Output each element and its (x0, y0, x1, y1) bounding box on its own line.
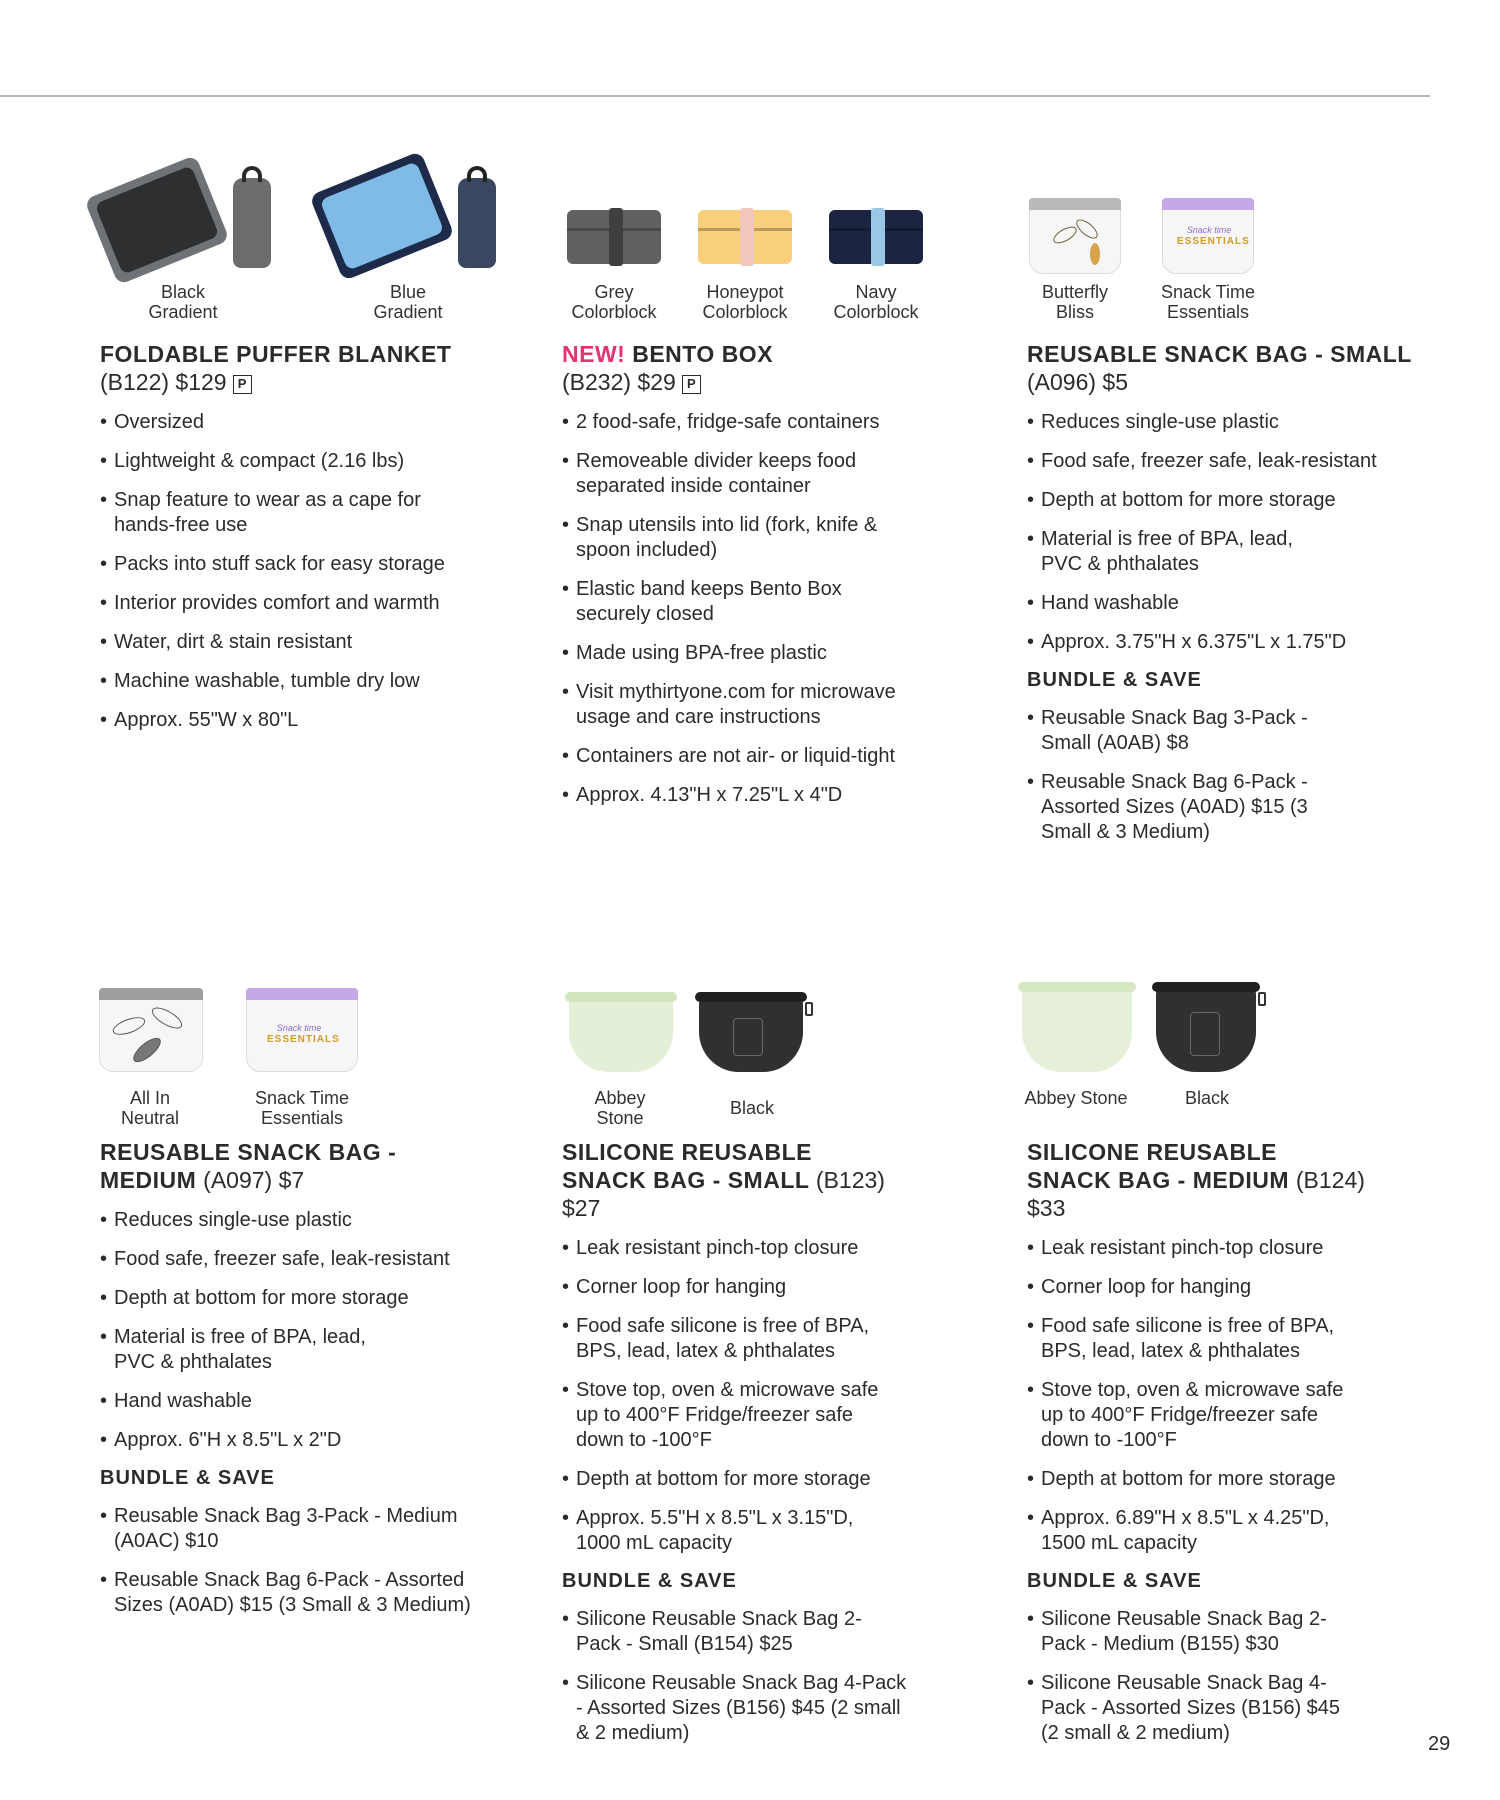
bundle-list (1027, 1607, 1467, 1746)
bento-honeypot-image (695, 160, 795, 270)
product-code-price: (A096) $5 (1027, 369, 1129, 395)
list-item: • Packs into stuff sack for easy storage (100, 552, 540, 577)
list-item: • Food safe, freezer safe, leak-resistant (1027, 449, 1467, 474)
variant-caption: Honeypot Colorblock (702, 282, 788, 322)
variant-black[interactable] (1147, 958, 1267, 1108)
variant-blue-gradient[interactable] (303, 160, 513, 322)
list-item: • Silicone Reusable Snack Bag 4-Pack - Assorted Sizes (B156) $45 (2 small & 2 medium) (1027, 1671, 1357, 1746)
list-item: • Hand washable (1027, 591, 1467, 616)
list-item: • Stove top, oven & microwave safe up to 400°F Fridge/freezer safe down to -100°F (562, 1378, 892, 1453)
bundle-heading: BUNDLE & SAVE (562, 1570, 737, 1592)
top-rule (0, 95, 1430, 97)
feature-list (562, 1236, 1002, 1556)
variant-abbey-stone[interactable] (1011, 958, 1141, 1108)
list-item: • Reduces single-use plastic (1027, 410, 1467, 435)
p-badge-icon: P (682, 375, 701, 394)
silicone-bag-black-image (697, 958, 807, 1076)
bundle-heading: BUNDLE & SAVE (1027, 669, 1202, 691)
list-item: • Leak resistant pinch-top closure (1027, 1236, 1467, 1261)
variant-swatches (1027, 160, 1467, 340)
list-item: • Elastic band keeps Bento Box securely closed (562, 577, 862, 627)
product-title: FOLDABLE PUFFER BLANKET (100, 341, 452, 367)
list-item: • Approx. 3.75"H x 6.375"L x 1.75"D (1027, 630, 1467, 655)
list-item: • Silicone Reusable Snack Bag 2-Pack - Medium (B155) $30 (1027, 1607, 1327, 1657)
feature-list (100, 410, 540, 733)
bundle-list (1027, 706, 1467, 845)
product-silicone-snack-bag-medium (1024, 958, 1467, 1760)
list-item: • Approx. 6.89"H x 8.5"L x 4.25"D, 1500 mL capacity (1027, 1506, 1367, 1556)
list-item: • Reduces single-use plastic (100, 1208, 540, 1233)
snack-bag-essentials-image: Snack time ESSENTIALS (242, 958, 362, 1076)
variant-caption: Abbey Stone (1024, 1088, 1128, 1108)
feature-list (562, 410, 1002, 808)
list-item: • Machine washable, tumble dry low (100, 669, 540, 694)
feature-list (1027, 1236, 1467, 1556)
product-code-price: (B123) $27 (562, 1167, 885, 1221)
variant-caption: Snack Time Essentials (1160, 282, 1256, 322)
list-item: • Corner loop for hanging (1027, 1275, 1467, 1300)
list-item: • Depth at bottom for more storage (562, 1467, 1002, 1492)
variant-snack-time-essentials[interactable] (1143, 160, 1273, 322)
variant-caption: All In Neutral (120, 1088, 180, 1128)
list-item: • Reusable Snack Bag 6-Pack - Assorted Sizes (A0AD) $15 (3 Small & 3 Medium) (100, 1568, 490, 1618)
variant-honeypot-colorblock[interactable] (680, 160, 810, 322)
bento-navy-image (826, 160, 926, 270)
snack-bag-essentials-image: Snack time ESSENTIALS (1158, 160, 1258, 270)
list-item: • Depth at bottom for more storage (1027, 1467, 1467, 1492)
list-item: • Silicone Reusable Snack Bag 4-Pack - Assorted Sizes (B156) $45 (2 small & 2 medium) (562, 1671, 912, 1746)
variant-black-gradient[interactable] (78, 160, 288, 322)
product-bento-box (562, 160, 1002, 822)
product-title: SILICONE REUSABLE SNACK BAG - SMALL (B123) $27 (562, 1139, 885, 1221)
list-item: • Removeable divider keeps food separated inside container (562, 449, 882, 499)
list-item: • Corner loop for hanging (562, 1275, 1002, 1300)
list-item: • Oversized (100, 410, 540, 435)
feature-list (1027, 410, 1467, 655)
variant-snack-time-essentials[interactable] (234, 958, 370, 1128)
list-item: • Leak resistant pinch-top closure (562, 1236, 1002, 1261)
variant-caption: Butterfly Bliss (1041, 282, 1109, 322)
silicone-bag-black-image (1152, 958, 1262, 1076)
product-code-price: (B122) $129 P (100, 368, 540, 396)
variant-abbey-stone[interactable] (560, 958, 680, 1128)
list-item: • Material is free of BPA, lead, PVC & phthalates (100, 1325, 400, 1375)
variant-swatches (562, 958, 1002, 1138)
product-silicone-snack-bag-small (562, 958, 1002, 1760)
list-item: • Approx. 55"W x 80"L (100, 708, 540, 733)
list-item: • Reusable Snack Bag 3-Pack - Medium (A0AC) $10 (100, 1504, 480, 1554)
variant-caption: Abbey Stone (594, 1088, 646, 1128)
list-item: • Approx. 5.5"H x 8.5"L x 3.15"D, 1000 mL capacity (562, 1506, 892, 1556)
list-item: • Food safe silicone is free of BPA, BPS, lead, latex & phthalates (1027, 1314, 1347, 1364)
product-title: NEW! BENTO BOX (562, 341, 774, 367)
product-reusable-snack-bag-medium (100, 958, 540, 1632)
list-item: • Stove top, oven & microwave safe up to 400°F Fridge/freezer safe down to -100°F (1027, 1378, 1357, 1453)
list-item: • Reusable Snack Bag 6-Pack - Assorted Sizes (A0AD) $15 (3 Small & 3 Medium) (1027, 770, 1327, 845)
list-item: • Lightweight & compact (2.16 lbs) (100, 449, 540, 474)
snack-bag-butterfly-image (1025, 160, 1125, 270)
snack-bag-neutral-image (95, 958, 205, 1076)
list-item: • 2 food-safe, fridge-safe containers (562, 410, 1002, 435)
list-item: • Silicone Reusable Snack Bag 2-Pack - Small (B154) $25 (562, 1607, 862, 1657)
blanket-black-image (83, 160, 283, 270)
list-item: • Depth at bottom for more storage (1027, 488, 1467, 513)
variant-all-in-neutral[interactable] (90, 958, 210, 1128)
silicone-bag-abbey-stone-image (565, 958, 675, 1076)
variant-swatches (100, 160, 540, 340)
bento-grey-image (564, 160, 664, 270)
product-reusable-snack-bag-small (1027, 160, 1467, 859)
list-item: • Snap feature to wear as a cape for hands-free use (100, 488, 430, 538)
variant-navy-colorblock[interactable] (816, 160, 936, 322)
list-item: • Snap utensils into lid (fork, knife & spoon included) (562, 513, 882, 563)
variant-swatches (100, 958, 540, 1138)
list-item: • Containers are not air- or liquid-tight (562, 744, 1002, 769)
variant-caption: Blue Gradient (373, 282, 443, 322)
variant-caption: Black (1184, 1088, 1229, 1108)
variant-caption: Black Gradient (148, 282, 218, 322)
product-title: SILICONE REUSABLE SNACK BAG - MEDIUM (B124) $33 (1027, 1139, 1365, 1221)
product-code-price: (B232) $29 P (562, 368, 1002, 396)
list-item: • Depth at bottom for more storage (100, 1286, 540, 1311)
product-code-price: (A097) $7 (203, 1167, 305, 1193)
list-item: • Water, dirt & stain resistant (100, 630, 540, 655)
variant-butterfly-bliss[interactable] (1015, 160, 1135, 322)
bundle-list (562, 1607, 1002, 1746)
p-badge-icon: P (233, 375, 252, 394)
variant-caption: Grey Colorblock (571, 282, 657, 322)
list-item: • Food safe, freezer safe, leak-resistant (100, 1247, 540, 1272)
silicone-bag-abbey-stone-image (1016, 958, 1136, 1076)
list-item: • Approx. 4.13"H x 7.25"L x 4"D (562, 783, 1002, 808)
list-item: • Food safe silicone is free of BPA, BPS, lead, latex & phthalates (562, 1314, 882, 1364)
bundle-heading: BUNDLE & SAVE (1027, 1570, 1202, 1592)
variant-swatches (562, 160, 1002, 340)
product-code-price: (B124) $33 (1027, 1167, 1365, 1221)
feature-list (100, 1208, 540, 1453)
product-title: REUSABLE SNACK BAG - MEDIUM (A097) $7 (100, 1139, 397, 1193)
list-item: • Material is free of BPA, lead, PVC & phthalates (1027, 527, 1327, 577)
new-label: NEW! (562, 341, 626, 367)
product-foldable-puffer-blanket (100, 160, 540, 747)
variant-caption: Snack Time Essentials (254, 1088, 350, 1128)
list-item: • Interior provides comfort and warmth (100, 591, 540, 616)
variant-black[interactable] (692, 958, 812, 1118)
variant-grey-colorblock[interactable] (554, 160, 674, 322)
bundle-heading: BUNDLE & SAVE (100, 1467, 275, 1489)
list-item: • Made using BPA-free plastic (562, 641, 1002, 666)
list-item: • Approx. 6"H x 8.5"L x 2"D (100, 1428, 540, 1453)
bundle-list (100, 1504, 540, 1618)
list-item: • Hand washable (100, 1389, 540, 1414)
variant-caption: Navy Colorblock (833, 282, 919, 322)
blanket-blue-image (308, 160, 508, 270)
list-item: • Visit mythirtyone.com for microwave usage and care instructions (562, 680, 922, 730)
variant-caption: Black (729, 1098, 774, 1118)
product-title: REUSABLE SNACK BAG - SMALL (1027, 341, 1412, 367)
page-number: 29 (1428, 1733, 1451, 1755)
variant-swatches (1024, 958, 1467, 1138)
list-item: • Reusable Snack Bag 3-Pack - Small (A0AB) $8 (1027, 706, 1327, 756)
